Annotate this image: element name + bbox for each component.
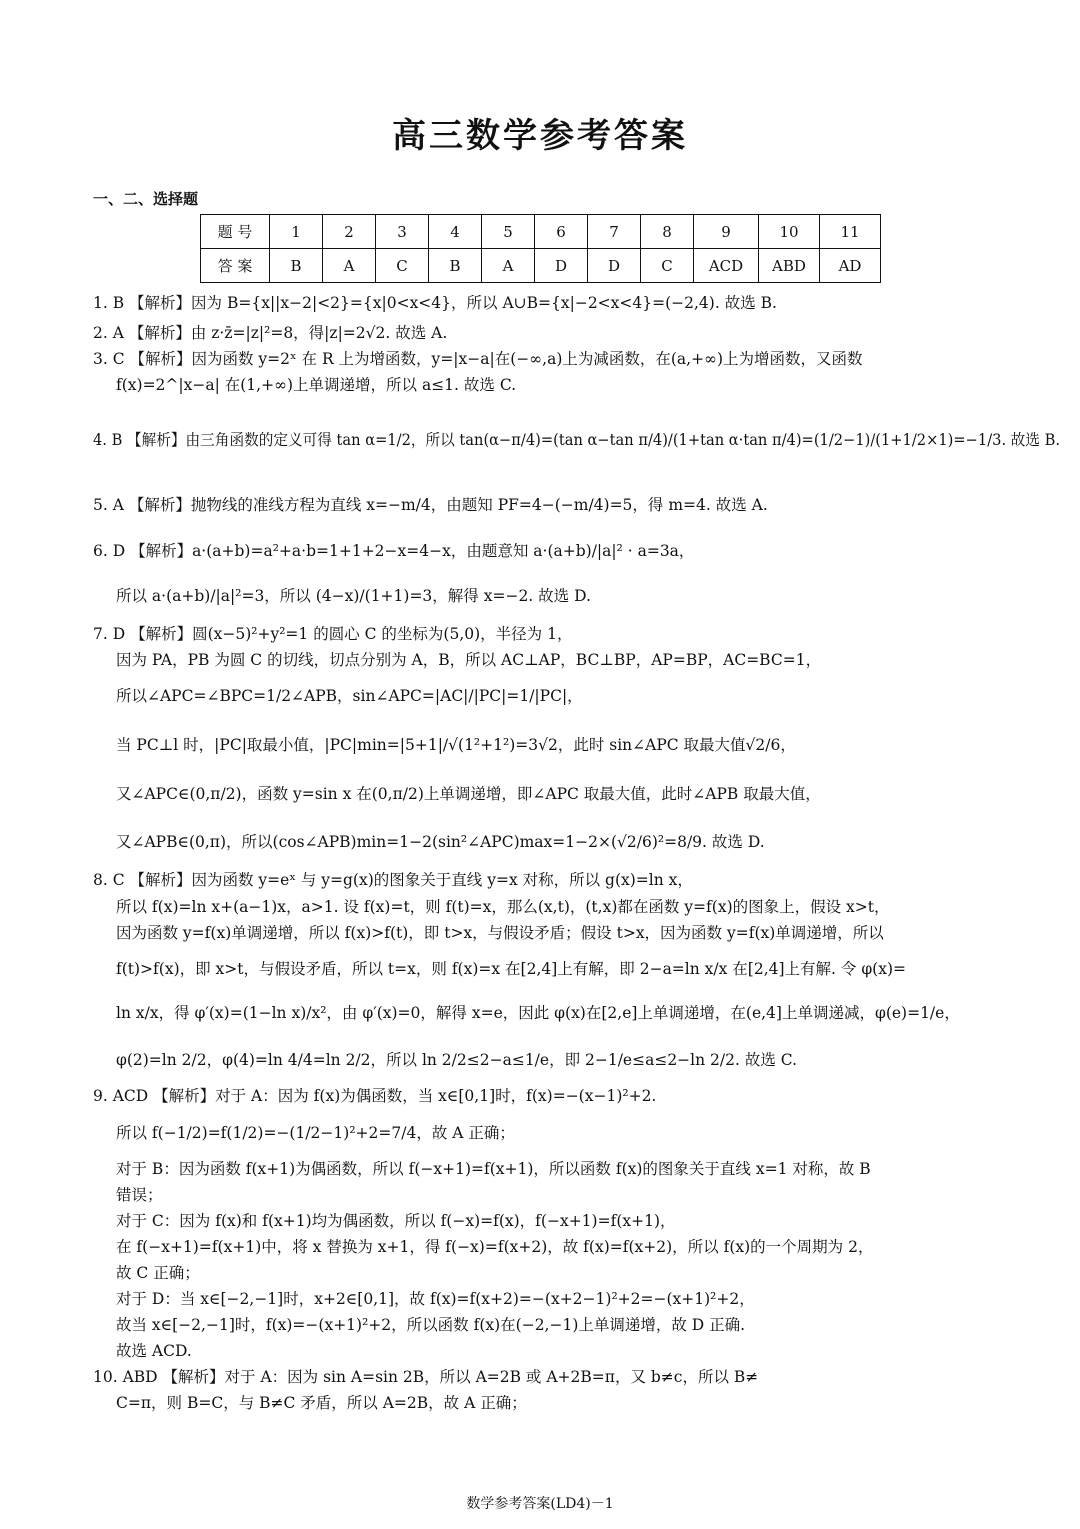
table-cell: B: [429, 249, 482, 283]
section-heading: 一、二、选择题: [93, 190, 199, 208]
solution-line: f(x)=2^|x−a| 在(1,+∞)上单调递增，所以 a≤1. 故选 C.: [116, 376, 517, 394]
table-cell: D: [535, 249, 588, 283]
table-cell: AD: [820, 249, 881, 283]
solution-line: 故 C 正确；: [116, 1264, 200, 1282]
page-footer: 数学参考答案(LD4)－1: [466, 1496, 614, 1512]
solution-line: φ(2)=ln 2/2，φ(4)=ln 4/4=ln 2/2，所以 ln 2/2≤2−a≤1/e，即 2−1/e≤a≤2−ln 2/2. 故选 C.: [116, 1051, 798, 1069]
solution-line: 对于 B：因为函数 f(x+1)为偶函数，所以 f(−x+1)=f(x+1)，所以函数 f(x)的图象关于直线 x=1 对称，故 B: [116, 1160, 871, 1178]
solution-line: f(t)>f(x)，即 x>t，与假设矛盾，所以 t=x，则 f(x)=x 在[2,4]上有解，即 2−a=ln x/x 在[2,4]上有解. 令 φ(x)=: [116, 960, 906, 978]
solution-line: 又∠APB∈(0,π)，所以(cos∠APB)min=1−2(sin²∠APC)max=1−2×(√2/6)²=8/9. 故选 D.: [116, 833, 765, 851]
table-cell: 6: [535, 215, 588, 249]
table-cell: 1: [270, 215, 323, 249]
solution-line: 6. D 【解析】a·(a+b)=a²+a·b=1+1+2−x=4−x，由题意知 a·(a+b)/|a|² · a=3a，: [93, 542, 695, 560]
table-cell: 8: [641, 215, 694, 249]
solution-line: ln x/x，得 φ′(x)=(1−ln x)/x²，由 φ′(x)=0，解得 x=e，因此 φ(x)在[2,e]上单调递增，在(e,4]上单调递减，φ(e)=1/e，: [116, 1004, 960, 1022]
table-header-cell: 题 号: [201, 215, 270, 249]
table-cell: 3: [376, 215, 429, 249]
solution-line: 所以∠APC=∠BPC=1/2∠APB，sin∠APC=|AC|/|PC|=1/|PC|，: [116, 687, 583, 705]
solution-line: 因为 PA，PB 为圆 C 的切线，切点分别为 A，B，所以 AC⊥AP，BC⊥BP，AP=BP，AC=BC=1，: [116, 651, 822, 669]
solution-line: C=π，则 B=C，与 B≠C 矛盾，所以 A=2B，故 A 正确；: [116, 1394, 527, 1412]
table-cell: ACD: [694, 249, 759, 283]
solution-line: 故选 ACD.: [116, 1342, 192, 1360]
table-cell: 4: [429, 215, 482, 249]
solution-line: 10. ABD 【解析】对于 A：因为 sin A=sin 2B，所以 A=2B 或 A+2B=π，又 b≠c，所以 B≠: [93, 1368, 759, 1386]
table-cell: C: [376, 249, 429, 283]
table-cell: 7: [588, 215, 641, 249]
solution-line: 在 f(−x+1)=f(x+1)中，将 x 替换为 x+1，得 f(−x)=f(x+2)，故 f(x)=f(x+2)，所以 f(x)的一个周期为 2，: [116, 1238, 874, 1256]
table-cell: A: [323, 249, 376, 283]
table-cell: 2: [323, 215, 376, 249]
table-cell: C: [641, 249, 694, 283]
table-cell: B: [270, 249, 323, 283]
solution-line: 所以 f(−1/2)=f(1/2)=−(1/2−1)²+2=7/4，故 A 正确；: [116, 1124, 515, 1142]
solution-line: 对于 C：因为 f(x)和 f(x+1)均为偶函数，所以 f(−x)=f(x)，f(−x+1)=f(x+1)，: [116, 1212, 676, 1230]
solution-line: 1. B 【解析】因为 B={x||x−2|<2}={x|0<x<4}，所以 A∪B={x|−2<x<4}=(−2,4). 故选 B.: [93, 294, 777, 312]
solution-line: 8. C 【解析】因为函数 y=eˣ 与 y=g(x)的图象关于直线 y=x 对称，所以 g(x)=ln x，: [93, 871, 693, 889]
solution-line: 3. C 【解析】因为函数 y=2ˣ 在 R 上为增函数，y=|x−a|在(−∞,a)上为减函数，在(a,+∞)上为增函数，又函数: [93, 350, 863, 368]
table-cell: 5: [482, 215, 535, 249]
solution-line: 4. B 【解析】由三角函数的定义可得 tan α=1/2，所以 tan(α−π/4)=(tan α−tan π/4)/(1+tan α·tan π/4)=(1/2−1)/(1+1/2×1)=−1/3. 故选 B.: [93, 431, 1061, 449]
solution-line: 当 PC⊥l 时，|PC|取最小值，|PC|min=|5+1|/√(1²+1²)=3√2，此时 sin∠APC 取最大值√2/6，: [116, 736, 796, 754]
solution-line: 对于 D：当 x∈[−2,−1]时，x+2∈[0,1]，故 f(x)=f(x+2)=−(x+2−1)²+2=−(x+1)²+2，: [116, 1290, 755, 1308]
table-cell: 10: [759, 215, 820, 249]
solution-line: 5. A 【解析】抛物线的准线方程为直线 x=−m/4，由题知 PF=4−(−m/4)=5，得 m=4. 故选 A.: [93, 496, 768, 514]
solution-line: 又∠APC∈(0,π/2)，函数 y=sin x 在(0,π/2)上单调递增，即∠APC 取最大值，此时∠APB 取最大值，: [116, 785, 821, 803]
table-header-cell: 答 案: [201, 249, 270, 283]
page-title: 高三数学参考答案: [392, 116, 688, 156]
solution-line: 9. ACD 【解析】对于 A：因为 f(x)为偶函数，当 x∈[0,1]时，f(x)=−(x−1)²+2.: [93, 1087, 657, 1105]
solution-line: 故当 x∈[−2,−1]时，f(x)=−(x+1)²+2，所以函数 f(x)在(−2,−1)上单调递增，故 D 正确.: [116, 1316, 746, 1334]
solution-line: 因为函数 y=f(x)单调递增，所以 f(x)>f(t)，即 t>x，与假设矛盾；假设 t>x，因为函数 y=f(x)单调递增，所以: [116, 924, 884, 942]
solution-line: 2. A 【解析】由 z·z̄=|z|²=8，得|z|=2√2. 故选 A.: [93, 324, 448, 342]
table-cell: D: [588, 249, 641, 283]
table-cell: 11: [820, 215, 881, 249]
solution-line: 所以 a·(a+b)/|a|²=3，所以 (4−x)/(1+1)=3，解得 x=−2. 故选 D.: [116, 587, 591, 605]
solution-line: 7. D 【解析】圆(x−5)²+y²=1 的圆心 C 的坐标为(5,0)，半径为 1，: [93, 625, 573, 643]
table-cell: ABD: [759, 249, 820, 283]
table-cell: A: [482, 249, 535, 283]
table-cell: 9: [694, 215, 759, 249]
solution-line: 错误；: [116, 1186, 163, 1204]
solution-line: 所以 f(x)=ln x+(a−1)x，a>1. 设 f(x)=t，则 f(t)=x，那么(x,t)，(t,x)都在函数 y=f(x)的图象上，假设 x>t，: [116, 898, 890, 916]
